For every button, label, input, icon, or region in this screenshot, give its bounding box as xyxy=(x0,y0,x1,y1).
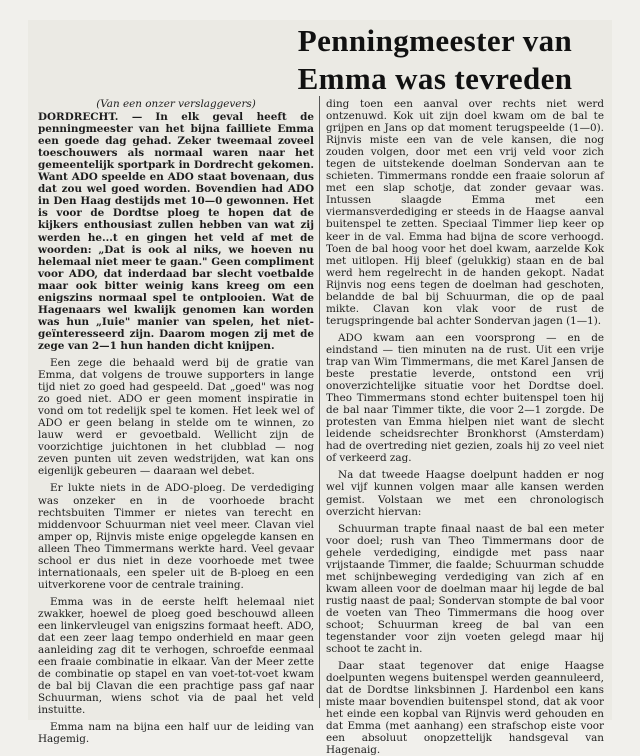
paragraph: Na dat tweede Haagse doelpunt hadden er nog wel vijf kunnen volgen maar alle kansen werden gemist. Volstaan we met een chronologisch overzicht hiervan: xyxy=(326,469,604,518)
headline xyxy=(262,22,608,98)
right-column xyxy=(326,98,604,756)
paragraph: Schuurman trapte finaal naast de bal een meter voor doel; rush van Theo Timmermans door de gehele verdediging, eindigde met pass naar vrijstaande Timmer, die faalde; Schuurman schudde met schijnbeweging verdediging van zich af en kwam alleen voor de doelman maar hij legde de bal rustig naast de paal; Sondervan stompte de bal voor de voeten van Theo Timmermans die hoog over schoot; Schuurman kreeg de bal van een tegenstander voor zijn voeten gelegd maar hij schoot te zacht in. xyxy=(326,522,604,656)
paragraph: ding toen een aanval over rechts niet werd ontzenuwd. Kok uit zijn doel kwam om de bal te grijpen en Jans op dat moment terugspeelde (1—0). Rijnvis miste een van de vele kansen, die nog zouden volgen, door met een vrij veld voor zich tegen de uitstekende doelman Sondervan aan te schieten. Timmermans rondde een fraaie solorun af met een slap schotje, dat zonder gevaar was. Intussen slaagde Emma met een viermansverdediging er steeds in de Haagse aanval buitenspel te zetten. Speciaal Timmer liep keer op keer in de val. Emma had bijna de score verhoogd. Toen de bal hoog voor het doel kwam, aarzelde Kok met uitlopen. Hij bleef (gelukkig) staan en de bal werd hem regelrecht in de handen gekopt. Nadat Rijnvis nog eens tegen de doelman had geschoten, belandde de bal bij Schuurman, die op de paal mikte. Clavan kon vlak voor de rust de terugspringende bal achter Sondervan jagen (1—1). xyxy=(326,98,604,327)
paragraph: Emma was in de eerste helft helemaal niet zwakker, hoewel de ploeg goed beschouwd alleen een linkervleugel van enigszins formaat heeft. ADO, dat een zeer laag tempo onderhield en maar geen aanleiding zag dit te verhogen, schroefde eenmaal een fraaie combinatie in elkaar. Van der Meer zette de combinatie op stapel en van voet-tot-voet kwam de bal bij Clavan die een prachtige pass gaf naar Schuurman, wiens schot via de paal het veld instuitte. xyxy=(38,595,314,717)
intro-paragraph xyxy=(38,111,314,352)
paragraph: ADO kwam aan een voorsprong — en de eindstand — tien minuten na de rust. Uit een vrije trap van Wim Timmermans, die met Karel Jansen de beste prestatie leverde, ontstond een vrij onoverzichtelijke situatie voor het Dordtse doel. Theo Timmermans stond echter buitenspel toen hij de bal naar Timmer tikte, die voor 2—1 zorgde. De protesten van Emma hielpen niet want de slecht leidende scheidsrechter Bronkhorst (Amsterdam) had de overtreding niet gezien, zoals hij zo veel niet of verkeerd zag. xyxy=(326,331,604,465)
paragraph: Een zege die behaald werd bij de gratie van Emma, dat volgens de trouwe supporters in lange tijd niet zo goed had gespeeld. Dat „goed" was nog zo goed niet. ADO er geen moment inspiratie in vond om tot redelijk spel te komen. Het leek wel of ADO er geen belang in stelde om te winnen, zo lauw werd er gevoetbald. Wellicht zijn de voorzichtige juichtonen in het clubblad — nog zeven punten uit zeven wedstrijden, wat kan ons eigenlijk gebeuren — daaraan wel debet. xyxy=(38,356,314,478)
column-divider xyxy=(319,96,320,708)
paragraph: Emma nam na bijna een half uur de leiding van Hagemig. xyxy=(38,721,314,746)
headline-line-1: Penningmeester van xyxy=(297,23,573,58)
paragraph: Er lukte niets in de ADO-ploeg. De verdediging was onzeker en in de voorhoede bracht rechtsbuiten Timmer er nietes van terecht en middenvoor Schuurman niet veel meer. Clavan viel amper op, Rijnvis miste enige opgelegde kansen en alleen Theo Timmermans werkte hard. Veel gevaar school er dus niet in deze voorhoede met twee internationaals, een speler uit de B-ploeg en een uitverkorene voor de centrale training. xyxy=(38,482,314,591)
dateline: DORDRECHT. — xyxy=(38,111,143,124)
left-column xyxy=(38,98,314,746)
intro-text: In elk geval heeft de penningmeester van het bijna failliete Emma een goede dag gehad. Zeker tweemaal zoveel toeschouwers als normaal waren naar het gemeentelijk sportpark in Dordrecht gekomen. Want ADO speelde en ADO staat bovenaan, dus dat zou wel goed worden. Bovendien had ADO in Den Haag destijds met 10—0 gewonnen. Het is voor de Dordtse ploeg te hopen dat de kijkers enthousiast zullen hebben van wat zij werden he...t en gingen het veld af met de woorden: „Dat is ook al niks, we hoeven nu helemaal niet meer te gaan." Geen compliment voor ADO, dat inderdaad bar slecht voetbalde maar ook bitter weinig kans kreeg om een enigszins normaal spel te ontplooien. Wat de Hagenaars wel kwalijk genomen kan worden was hun „Iuie" manier van spelen, het niet-geïnteresseerd zijn. Daarom mogen zij met de zege van 2—1 hun handen dicht knijpen. xyxy=(38,111,314,352)
paragraph: Daar staat tegenover dat enige Haagse doelpunten wegens buitenspel werden geannuleerd, dat de Dordtse linksbinnen J. Hardenbol een kans miste maar bovendien buitenspel stond, dat ak voor het einde een kopbal van Rijnvis werd gehouden en dat Emma (met aanhang) een strafschop eiste voor een absoluut onopzettelijk handsgeval van Hagenaig. xyxy=(326,660,604,756)
byline: (Van een onzer verslaggevers) xyxy=(96,98,256,110)
headline-line-2: Emma was tevreden xyxy=(297,61,573,96)
